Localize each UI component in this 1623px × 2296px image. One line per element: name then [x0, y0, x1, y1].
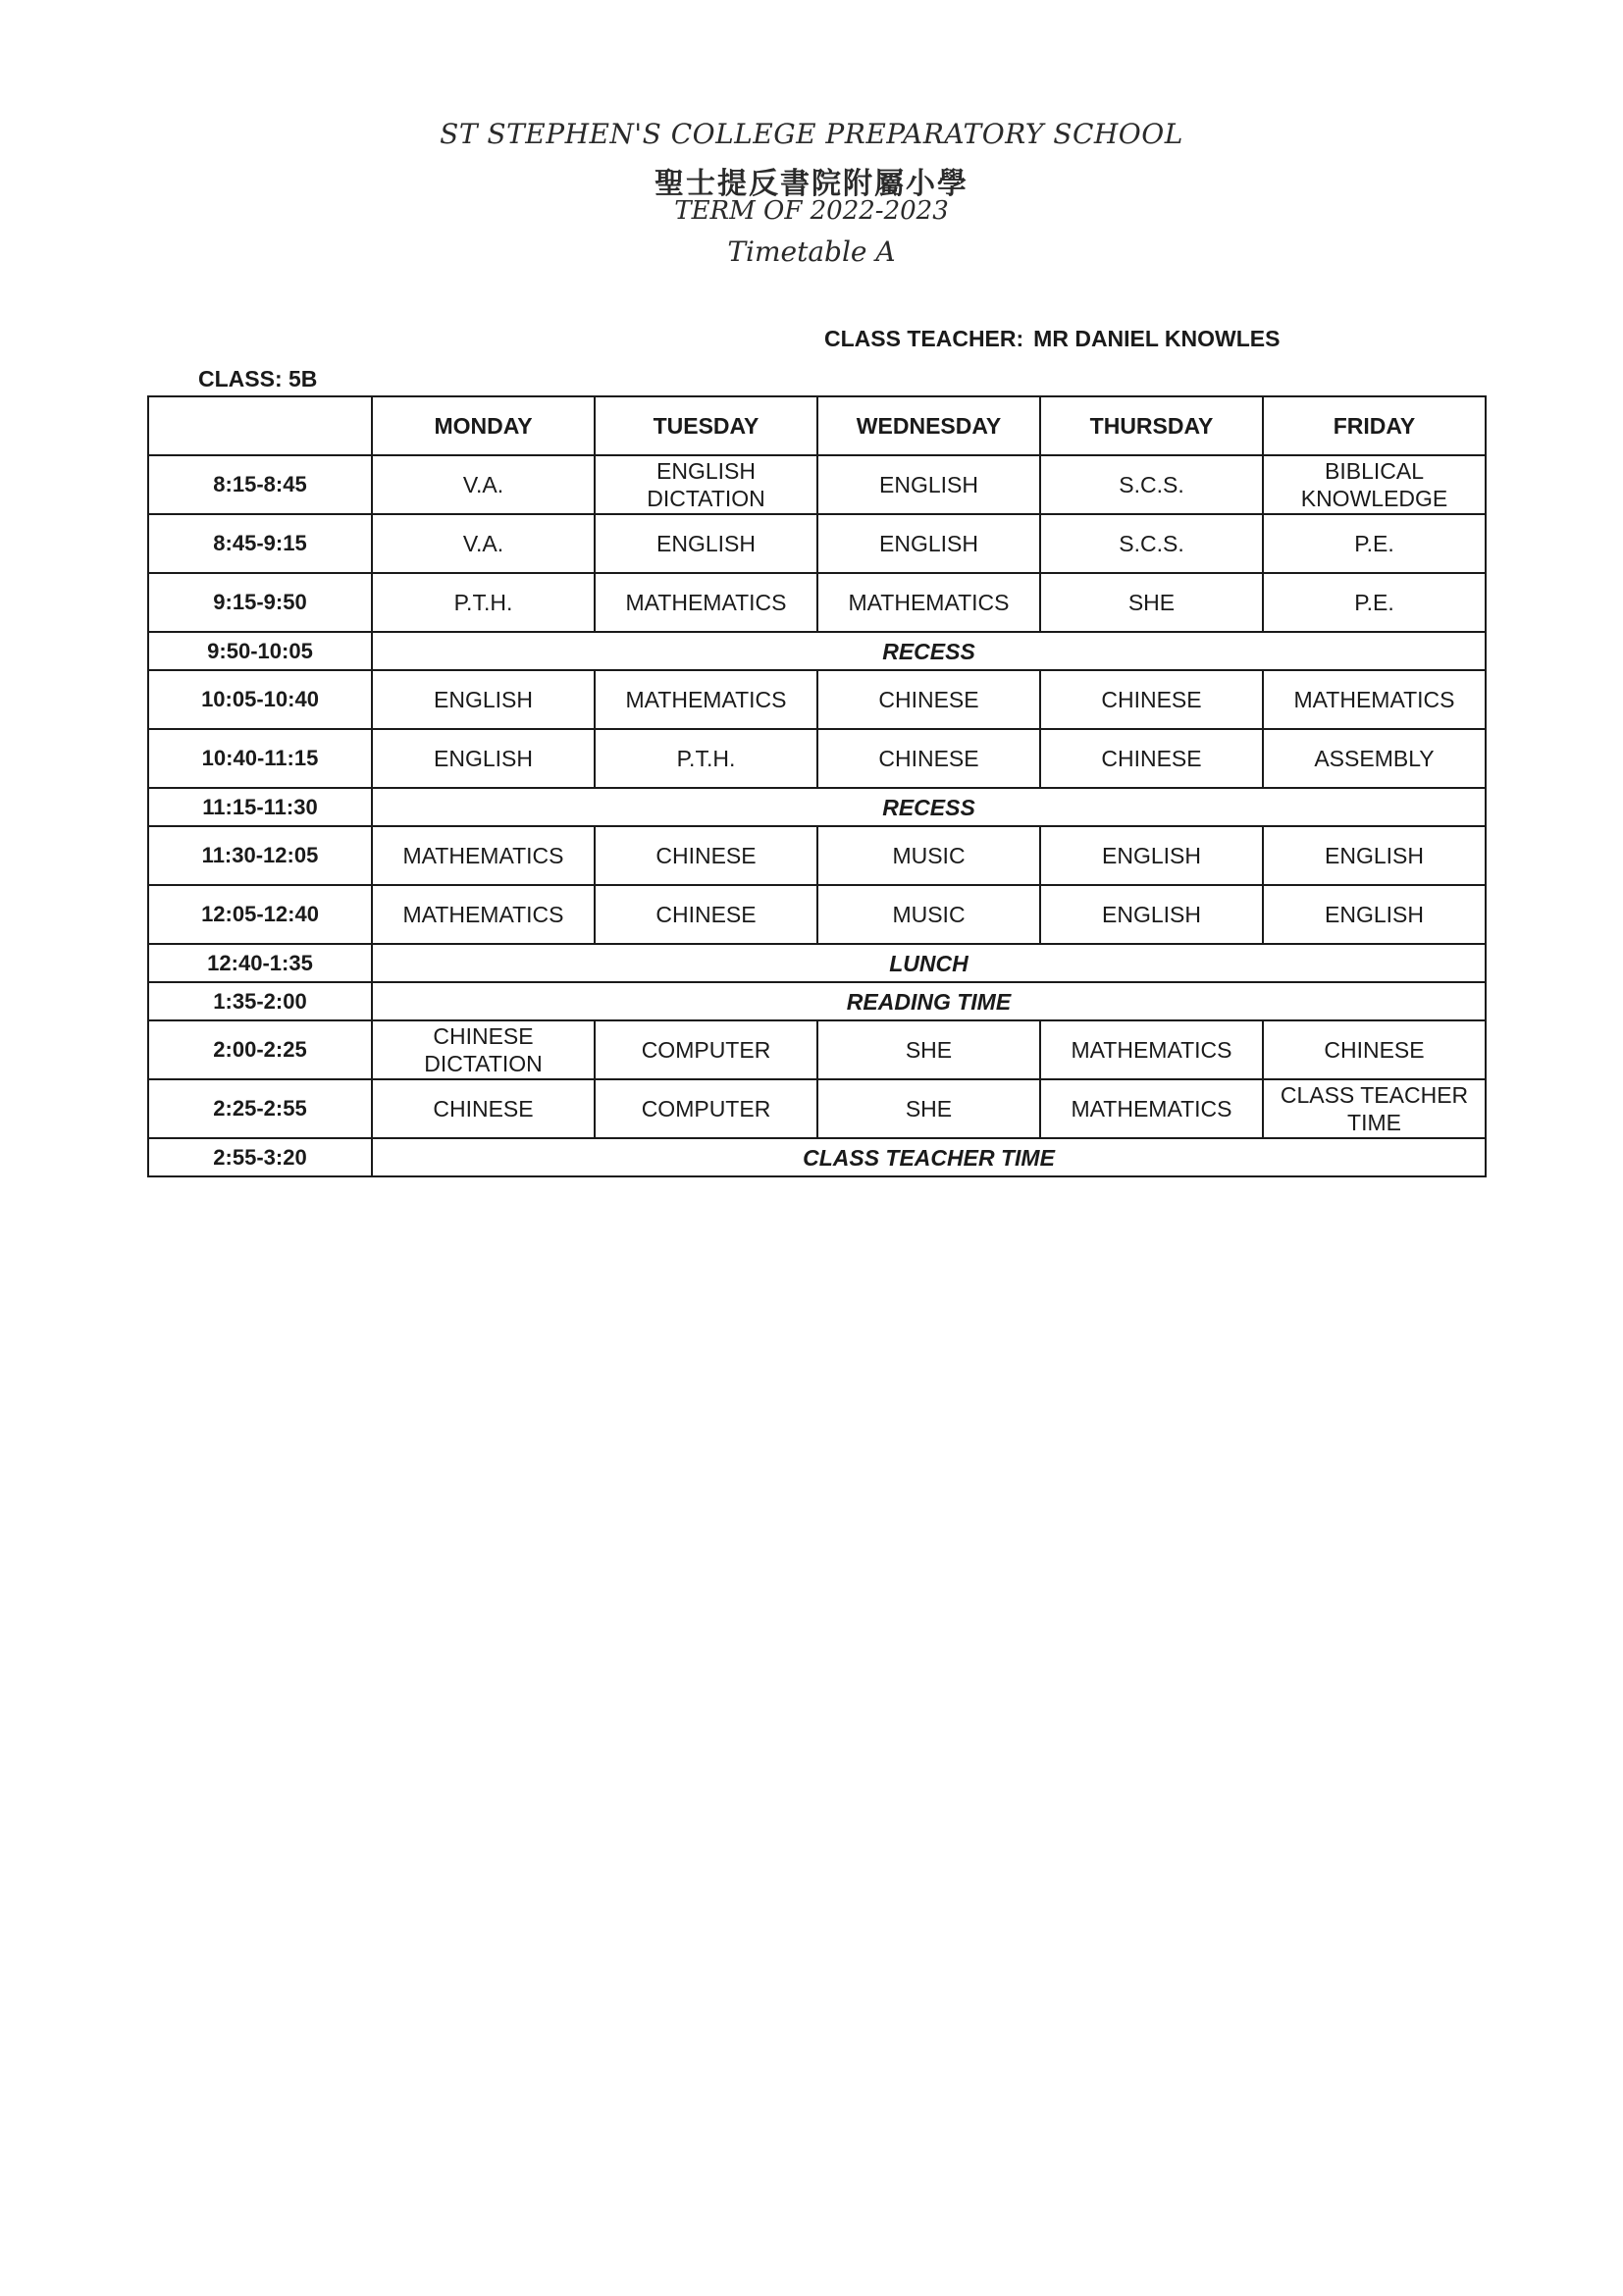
table-row — [148, 670, 1486, 729]
lesson-cell — [1040, 514, 1263, 573]
lesson-cell — [1040, 455, 1263, 514]
lesson-cell — [1040, 826, 1263, 885]
lesson-cell — [372, 573, 595, 632]
lesson-subject: CHINESE — [878, 687, 979, 712]
lesson-subject: CHINESE — [1324, 1037, 1425, 1063]
lesson-subject: ENGLISH — [434, 746, 533, 771]
lesson-cell — [595, 573, 817, 632]
lesson-cell — [1263, 573, 1486, 632]
lesson-subject: DICTATION — [647, 486, 765, 511]
lesson-cell — [1040, 885, 1263, 944]
term-label: TERM OF 2022-2023 — [674, 196, 949, 226]
lesson-subject: COMPUTER — [641, 1037, 771, 1063]
break-row — [148, 982, 1486, 1020]
lesson-cell — [595, 1079, 817, 1138]
day-header-wednesday: WEDNESDAY — [817, 396, 1040, 455]
break-label: CLASS TEACHER TIME — [372, 1138, 1486, 1176]
lesson-subject: KNOWLEDGE — [1300, 486, 1448, 511]
time-slot: 10:40-11:15 — [148, 729, 372, 788]
table-row — [148, 573, 1486, 632]
lesson-cell — [595, 1020, 817, 1079]
time-slot: 1:35-2:00 — [148, 982, 372, 1020]
lesson-cell — [817, 1079, 1040, 1138]
lesson-cell — [372, 1079, 595, 1138]
break-row — [148, 1138, 1486, 1176]
lesson-cell — [1263, 826, 1486, 885]
timetable-table — [147, 395, 1487, 1177]
class-label: CLASS: 5B — [198, 366, 318, 391]
lesson-subject: SHE — [905, 1037, 953, 1063]
time-slot: 9:15-9:50 — [148, 573, 372, 632]
lesson-subject: MATHEMATICS — [1293, 687, 1455, 712]
lesson-cell — [1040, 729, 1263, 788]
lesson-cell — [595, 455, 817, 514]
lesson-cell — [372, 455, 595, 514]
day-header-monday: MONDAY — [372, 396, 595, 455]
lesson-subject: MATHEMATICS — [625, 687, 787, 712]
lesson-subject: CHINESE — [1101, 746, 1202, 771]
lesson-subject: P.T.H. — [676, 746, 736, 771]
school-name: ST STEPHEN'S COLLEGE PREPARATORY SCHOOL — [440, 118, 1183, 150]
time-slot: 8:15-8:45 — [148, 455, 372, 514]
time-slot: 2:25-2:55 — [148, 1079, 372, 1138]
lesson-cell — [817, 885, 1040, 944]
lesson-cell — [817, 729, 1040, 788]
lesson-subject: ENGLISH — [1325, 902, 1424, 927]
lesson-cell — [372, 514, 595, 573]
lesson-cell — [1040, 1079, 1263, 1138]
lesson-subject: CHINESE — [433, 1023, 534, 1049]
timetable-name: Timetable A — [727, 235, 896, 268]
lesson-subject: ENGLISH — [1102, 843, 1201, 868]
lesson-subject: CHINESE — [1101, 687, 1202, 712]
lesson-subject: CHINESE — [878, 746, 979, 771]
table-row — [148, 826, 1486, 885]
class-teacher-name: MR DANIEL KNOWLES — [1033, 326, 1281, 351]
lesson-subject: MATHEMATICS — [1071, 1096, 1232, 1122]
timetable-body — [148, 455, 1486, 1176]
table-row — [148, 885, 1486, 944]
lesson-subject: V.A. — [462, 472, 504, 497]
lesson-cell — [372, 826, 595, 885]
day-header-thursday: THURSDAY — [1040, 396, 1263, 455]
lesson-subject: SHE — [1127, 590, 1176, 615]
lesson-subject: MATHEMATICS — [625, 590, 787, 615]
lesson-subject: MATHEMATICS — [402, 902, 564, 927]
lesson-cell — [1263, 455, 1486, 514]
lesson-cell — [595, 670, 817, 729]
lesson-subject: S.C.S. — [1119, 472, 1184, 497]
lesson-subject: MATHEMATICS — [848, 590, 1010, 615]
lesson-cell — [1040, 573, 1263, 632]
break-row — [148, 632, 1486, 670]
break-label: LUNCH — [372, 944, 1486, 982]
lesson-subject: CLASS TEACHER — [1280, 1082, 1469, 1108]
lesson-subject: P.T.H. — [453, 590, 513, 615]
lesson-subject: ENGLISH — [656, 458, 756, 484]
lesson-cell — [595, 885, 817, 944]
lesson-cell — [1263, 1020, 1486, 1079]
lesson-cell — [372, 1020, 595, 1079]
lesson-subject: MUSIC — [892, 902, 966, 927]
break-label: READING TIME — [372, 982, 1486, 1020]
lesson-subject: ENGLISH — [879, 472, 978, 497]
lesson-subject: DICTATION — [424, 1051, 543, 1076]
lesson-cell — [595, 826, 817, 885]
table-row — [148, 729, 1486, 788]
break-row — [148, 788, 1486, 826]
time-slot: 2:55-3:20 — [148, 1138, 372, 1176]
class-teacher-label: CLASS TEACHER: — [824, 326, 1024, 351]
time-slot: 11:15-11:30 — [148, 788, 372, 826]
lesson-subject: CHINESE — [433, 1096, 534, 1122]
time-slot: 10:05-10:40 — [148, 670, 372, 729]
table-row — [148, 1079, 1486, 1138]
lesson-subject: MATHEMATICS — [402, 843, 564, 868]
lesson-cell — [1263, 729, 1486, 788]
lesson-cell — [817, 826, 1040, 885]
lesson-subject: TIME — [1347, 1110, 1401, 1135]
lesson-subject: COMPUTER — [641, 1096, 771, 1122]
time-slot: 2:00-2:25 — [148, 1020, 372, 1079]
table-row — [148, 455, 1486, 514]
lesson-subject: MUSIC — [892, 843, 966, 868]
lesson-cell — [817, 1020, 1040, 1079]
lesson-cell — [372, 670, 595, 729]
school-name-chinese: 聖士提反書院附屬小學 — [654, 167, 969, 201]
lesson-cell — [595, 514, 817, 573]
lesson-subject: MATHEMATICS — [1071, 1037, 1232, 1063]
lesson-subject: V.A. — [462, 531, 504, 556]
time-slot: 8:45-9:15 — [148, 514, 372, 573]
table-row — [148, 1020, 1486, 1079]
break-label: RECESS — [372, 632, 1486, 670]
time-slot: 9:50-10:05 — [148, 632, 372, 670]
lesson-cell — [1263, 670, 1486, 729]
lesson-cell — [1263, 1079, 1486, 1138]
lesson-subject: ENGLISH — [1325, 843, 1424, 868]
lesson-subject: ENGLISH — [656, 531, 756, 556]
lesson-subject: ENGLISH — [434, 687, 533, 712]
lesson-cell — [817, 455, 1040, 514]
corner-cell — [148, 396, 372, 455]
day-header-tuesday: TUESDAY — [595, 396, 817, 455]
lesson-subject: ENGLISH — [879, 531, 978, 556]
lesson-cell — [1263, 514, 1486, 573]
lesson-cell — [1263, 885, 1486, 944]
lesson-subject: P.E. — [1354, 590, 1394, 615]
table-row — [148, 514, 1486, 573]
break-row — [148, 944, 1486, 982]
lesson-subject: ASSEMBLY — [1314, 746, 1435, 771]
lesson-cell — [1040, 670, 1263, 729]
lesson-cell — [817, 670, 1040, 729]
time-slot: 12:40-1:35 — [148, 944, 372, 982]
day-header-friday: FRIDAY — [1263, 396, 1486, 455]
header-row — [148, 396, 1486, 455]
lesson-cell — [372, 729, 595, 788]
break-label: RECESS — [372, 788, 1486, 826]
class-teacher — [824, 326, 1280, 352]
lesson-cell — [817, 514, 1040, 573]
time-slot: 11:30-12:05 — [148, 826, 372, 885]
lesson-subject: S.C.S. — [1119, 531, 1184, 556]
lesson-cell — [372, 885, 595, 944]
lesson-cell — [817, 573, 1040, 632]
lesson-subject: CHINESE — [655, 843, 757, 868]
time-slot: 12:05-12:40 — [148, 885, 372, 944]
lesson-subject: P.E. — [1354, 531, 1394, 556]
lesson-cell — [595, 729, 817, 788]
lesson-cell — [1040, 1020, 1263, 1079]
lesson-subject: BIBLICAL — [1325, 458, 1424, 484]
lesson-subject: SHE — [905, 1096, 953, 1122]
lesson-subject: CHINESE — [655, 902, 757, 927]
lesson-subject: ENGLISH — [1102, 902, 1201, 927]
